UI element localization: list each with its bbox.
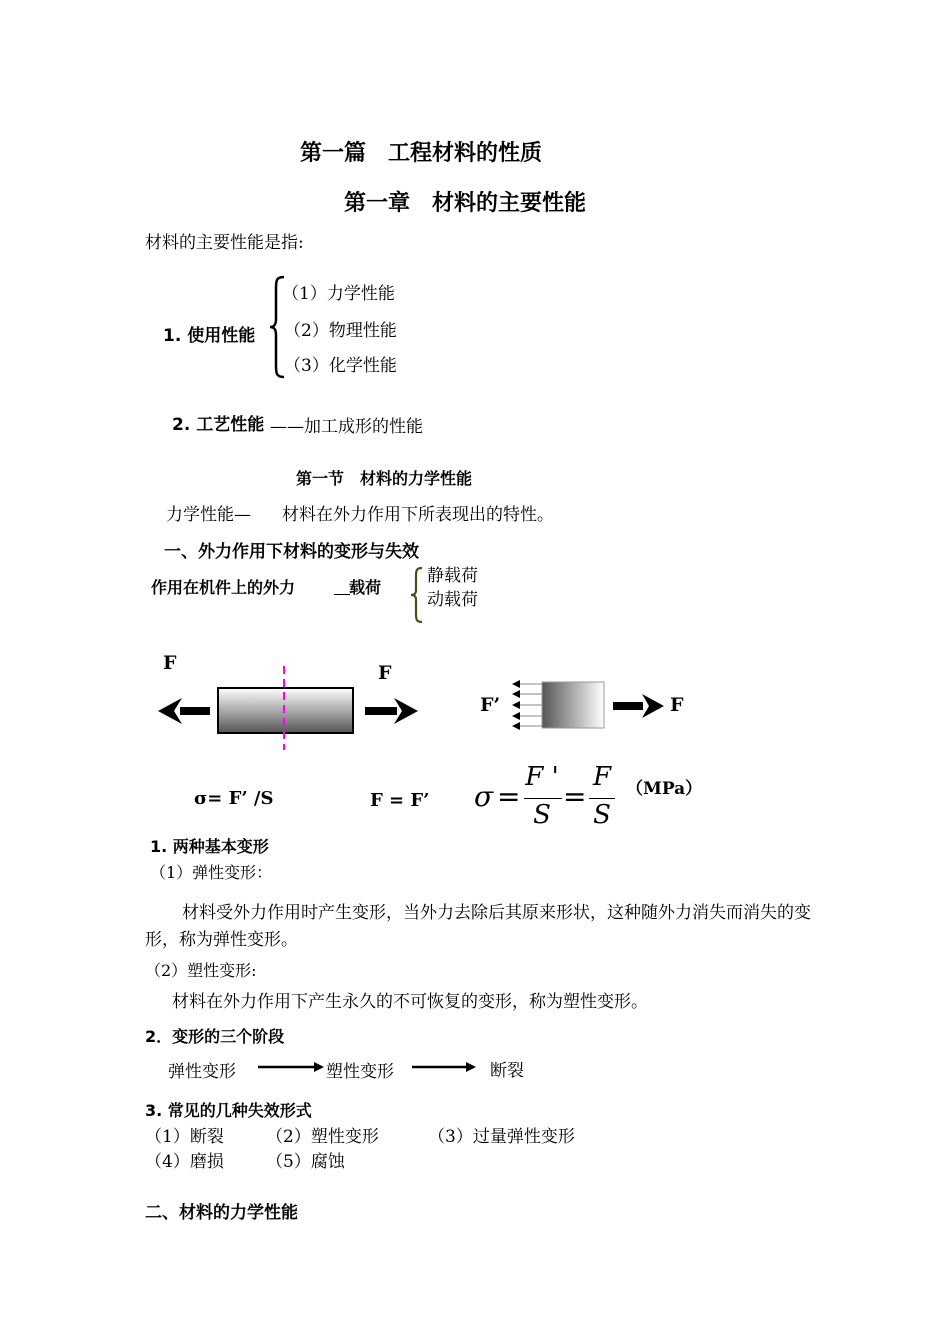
failure-plastic: （2）塑性变形 [266, 1127, 379, 1147]
failure-elastic: （3）过量弹性变形 [428, 1127, 575, 1147]
sigma-symbol: σ [474, 780, 494, 813]
mech-def-desc: 材料在外力作用下所表现出的特性。 [282, 505, 554, 525]
load-term: 载荷 [349, 578, 382, 597]
fraction-2-denominator: S [593, 800, 611, 830]
plastic-label: （2）塑性变形: [145, 961, 257, 980]
sub2-title: 2．变形的三个阶段 [145, 1027, 285, 1046]
load-type-static: 静载荷 [427, 566, 478, 586]
failure-fracture: （1）断裂 [145, 1127, 224, 1147]
intro-text: 材料的主要性能是指: [145, 233, 304, 253]
stage-elastic: 弹性变形 [168, 1062, 236, 1082]
mech-def-term: 力学性能— [166, 505, 251, 525]
heading-1: 一、外力作用下材料的变形与失效 [164, 542, 419, 562]
arrow-icon [258, 1060, 328, 1074]
chapter-title: 第一章 材料的主要性能 [344, 191, 587, 216]
load-connector [334, 594, 350, 595]
usage-item-2: （2）物理性能 [284, 321, 397, 341]
process-desc: ——加工成形的性能 [270, 417, 423, 437]
usage-item-3: （3）化学性能 [284, 356, 397, 376]
usage-item-1: （1）力学性能 [282, 284, 395, 304]
fraction-2-numerator: F [592, 762, 612, 792]
load-type-dynamic: 动载荷 [427, 590, 478, 610]
equals-2: = [563, 780, 587, 813]
fraction-1-bar [524, 798, 562, 799]
part-title: 第一篇 工程材料的性质 [300, 141, 543, 166]
left-force-label: F [163, 652, 177, 674]
section-title: 第一节 材料的力学性能 [296, 469, 473, 488]
force-equality: F = F’ [370, 790, 430, 811]
result-force-label: F [670, 694, 684, 716]
equals-1: = [497, 780, 521, 813]
failure-corrosion: （5）腐蚀 [266, 1152, 345, 1172]
fraction-2-bar [589, 798, 615, 799]
unit-label: （MPa） [626, 779, 703, 799]
tension-bar-diagram [150, 660, 430, 755]
internal-force-label: F’ [480, 694, 501, 716]
failure-wear: （4）磨损 [145, 1152, 224, 1172]
heading-2: 二、材料的力学性能 [145, 1203, 298, 1223]
usage-label: 1. 使用性能 [163, 326, 256, 346]
load-label: 作用在机件上的外力 [151, 578, 296, 597]
right-force-label: F [378, 662, 392, 684]
load-brace [408, 566, 426, 624]
elastic-label: （1）弹性变形： [150, 863, 273, 882]
fraction-1-denominator: S [533, 800, 551, 830]
fraction-1-numerator: F ' [525, 762, 559, 792]
process-label: 2. 工艺性能 [172, 415, 265, 435]
stage-fracture: 断裂 [490, 1061, 524, 1081]
sub3-title: 3. 常见的几种失效形式 [145, 1101, 312, 1120]
sub1-title: 1. 两种基本变形 [150, 837, 269, 856]
section-diagram [508, 676, 668, 736]
arrow-icon [412, 1060, 482, 1074]
elastic-desc: 材料受外力作用时产生变形，当外力去除后其原来形状，这种随外力消失而消失的变形，称为弹性变形。 [145, 903, 811, 950]
plastic-desc: 材料在外力作用下产生永久的不可恢复的变形，称为塑性变形。 [172, 992, 648, 1012]
stress-formula: σ= F’ /S [194, 788, 274, 809]
stage-plastic: 塑性变形 [326, 1062, 394, 1082]
